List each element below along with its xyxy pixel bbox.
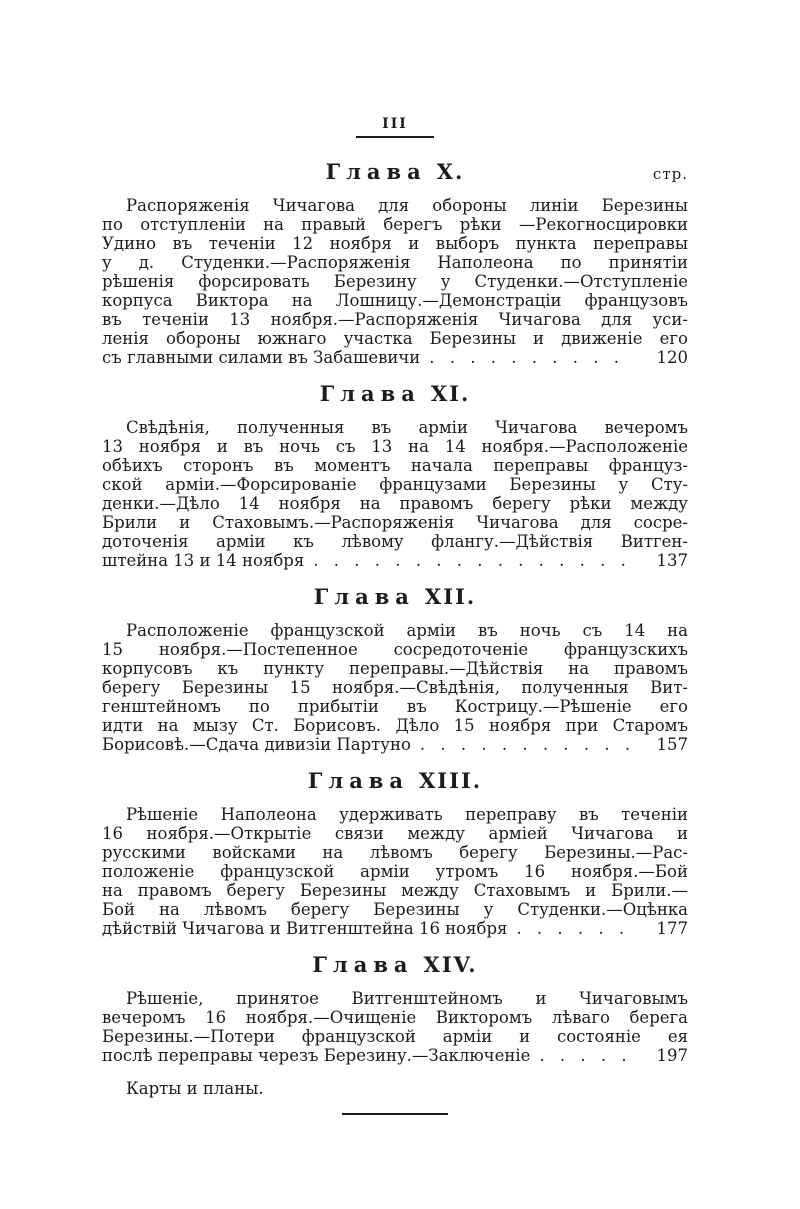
chapter-heading-row — [102, 952, 688, 977]
toc-line: корпусовъ къ пункту переправы.—Дѣйствія на правомъ — [102, 659, 688, 678]
toc-line: 16 ноября.—Открытіе связи между арміей Чичагова и — [102, 824, 688, 843]
end-rule — [342, 1113, 448, 1115]
page-column-header: стр. — [652, 165, 688, 183]
toc-line: Рѣшеніе Наполеона удерживать переправу въ теченіи — [126, 805, 688, 824]
toc-line: Расположеніе французской арміи въ ночь съ 14 на — [126, 621, 688, 640]
toc-line-text: Борисовѣ.—Сдача дивизіи Партуно — [102, 735, 411, 754]
toc-line: 15 ноября.—Постепенное сосредоточеніе французскихъ — [102, 640, 688, 659]
folio-rule — [356, 136, 434, 138]
toc-line: берегу Березины 15 ноября.—Свѣдѣнія, полученныя Вит- — [102, 678, 688, 697]
chapter-heading-word: Глава — [313, 584, 415, 609]
chapter-heading-numeral: XI. — [430, 381, 471, 406]
chapter-heading-numeral: XII. — [424, 584, 477, 609]
toc-page-number: 137 — [656, 551, 688, 570]
toc-line-last — [102, 919, 688, 938]
chapter-heading-word: Глава — [319, 381, 421, 406]
toc-line-text: съ главными силами въ Забашевичи — [102, 348, 421, 367]
chapter-heading-row — [102, 159, 688, 184]
toc-entry — [102, 805, 688, 938]
toc-line-text: штейна 13 и 14 ноября — [102, 551, 305, 570]
toc-line: русскими войсками на лѣвомъ берегу Березины.—Рас- — [102, 843, 688, 862]
toc-line: рѣшенія форсировать Березину у Студенки.—Отступленіе — [102, 272, 688, 291]
maps-note: Карты и планы. — [126, 1079, 264, 1098]
toc-entry — [102, 196, 688, 367]
chapter-heading — [326, 159, 465, 184]
toc-page-number: 157 — [656, 735, 688, 754]
toc-line: Рѣшеніе, принятое Витгенштейномъ и Чичаговымъ — [126, 989, 688, 1008]
toc-line: ской арміи.—Форсированіе французами Березины у Сту- — [102, 475, 688, 494]
chapter-heading-row — [102, 381, 688, 406]
dot-leader: . . . . . . . . . . . . . . . . — [313, 551, 631, 570]
toc-line: у д. Студенки.—Распоряженія Наполеона по принятіи — [102, 253, 688, 272]
chapter-heading-numeral: X. — [436, 159, 465, 184]
toc-line: въ теченіи 13 ноября.—Распоряженія Чичагова для уси- — [102, 310, 688, 329]
chapter-heading-numeral: XIV. — [423, 952, 478, 977]
chapter-heading-row — [102, 768, 688, 793]
toc-line-last — [102, 551, 688, 570]
toc-line-last — [102, 735, 688, 754]
toc-line: обѣихъ сторонъ въ моментъ начала переправы француз- — [102, 456, 688, 475]
toc-line: Брили и Стаховымъ.—Распоряженія Чичагова для сосре- — [102, 513, 688, 532]
toc-line: доточенія арміи къ лѣвому флангу.—Дѣйствія Витген- — [102, 532, 688, 551]
chapter-heading-word: Глава — [307, 768, 410, 793]
toc-page-number: 197 — [656, 1046, 688, 1065]
toc-line-last — [102, 1046, 688, 1065]
dot-leader: . . . . . . . . . . . — [419, 735, 636, 754]
toc-entry — [102, 418, 688, 570]
toc-line-text: дѣйствій Чичагова и Витгенштейна 16 ноября — [102, 919, 508, 938]
chapter-heading-word: Глава — [325, 159, 427, 184]
chapter-heading — [308, 768, 482, 793]
toc-line: Свѣдѣнія, полученныя въ арміи Чичагова вечеромъ — [126, 418, 688, 437]
toc-line: на правомъ берегу Березины между Стаховымъ и Брили.— — [102, 881, 688, 900]
toc-line: 13 ноября и въ ночь съ 13 на 14 ноября.—Расположеніе — [102, 437, 688, 456]
toc-line: Распоряженія Чичагова для обороны линіи Березины — [126, 196, 688, 215]
toc-page-number: 120 — [656, 348, 688, 367]
toc-line: вечеромъ 16 ноября.—Очищеніе Викторомъ лѣваго берега — [102, 1008, 688, 1027]
toc-page-number: 177 — [656, 919, 688, 938]
toc-line: ленія обороны южнаго участка Березины и движеніе его — [102, 329, 688, 348]
chapter-heading-word: Глава — [312, 952, 414, 977]
chapter-heading — [314, 584, 476, 609]
toc-line: идти на мызу Ст. Борисовъ. Дѣло 15 ноября при Старомъ — [102, 716, 688, 735]
chapter-heading-numeral: XIII. — [419, 768, 483, 793]
toc-line: корпуса Виктора на Лошницу.—Демонстраціи французовъ — [102, 291, 688, 310]
text-block — [102, 116, 688, 1115]
toc-entry — [102, 621, 688, 754]
chapter-heading — [320, 381, 471, 406]
toc-line: Удино въ теченіи 12 ноября и выборъ пункта переправы — [102, 234, 688, 253]
dot-leader: . . . . . — [539, 1046, 632, 1065]
toc-line: Березины.—Потери французской арміи и состояніе ея — [102, 1027, 688, 1046]
toc-line: положеніе французской арміи утромъ 16 ноября.—Бой — [102, 862, 688, 881]
toc-line-text: послѣ переправы черезъ Березину.—Заключеніе — [102, 1046, 531, 1065]
toc-line: по отступленіи на правый берегъ рѣки —Рекогносцировки — [102, 215, 688, 234]
toc-line: генштейномъ по прибытіи въ Кострицу.—Рѣшеніе его — [102, 697, 688, 716]
page-number-folio: III — [382, 116, 408, 132]
toc-line: Бой на лѣвомъ берегу Березины у Студенки.—Оцѣнка — [102, 900, 688, 919]
chapter-heading — [312, 952, 477, 977]
dot-leader: . . . . . . . . . . — [429, 348, 624, 367]
toc-line: денки.—Дѣло 14 ноября на правомъ берегу рѣки между — [102, 494, 688, 513]
toc-entry — [102, 989, 688, 1065]
dot-leader: . . . . . . — [516, 919, 630, 938]
chapter-heading-row — [102, 584, 688, 609]
toc-line-last — [102, 348, 688, 367]
